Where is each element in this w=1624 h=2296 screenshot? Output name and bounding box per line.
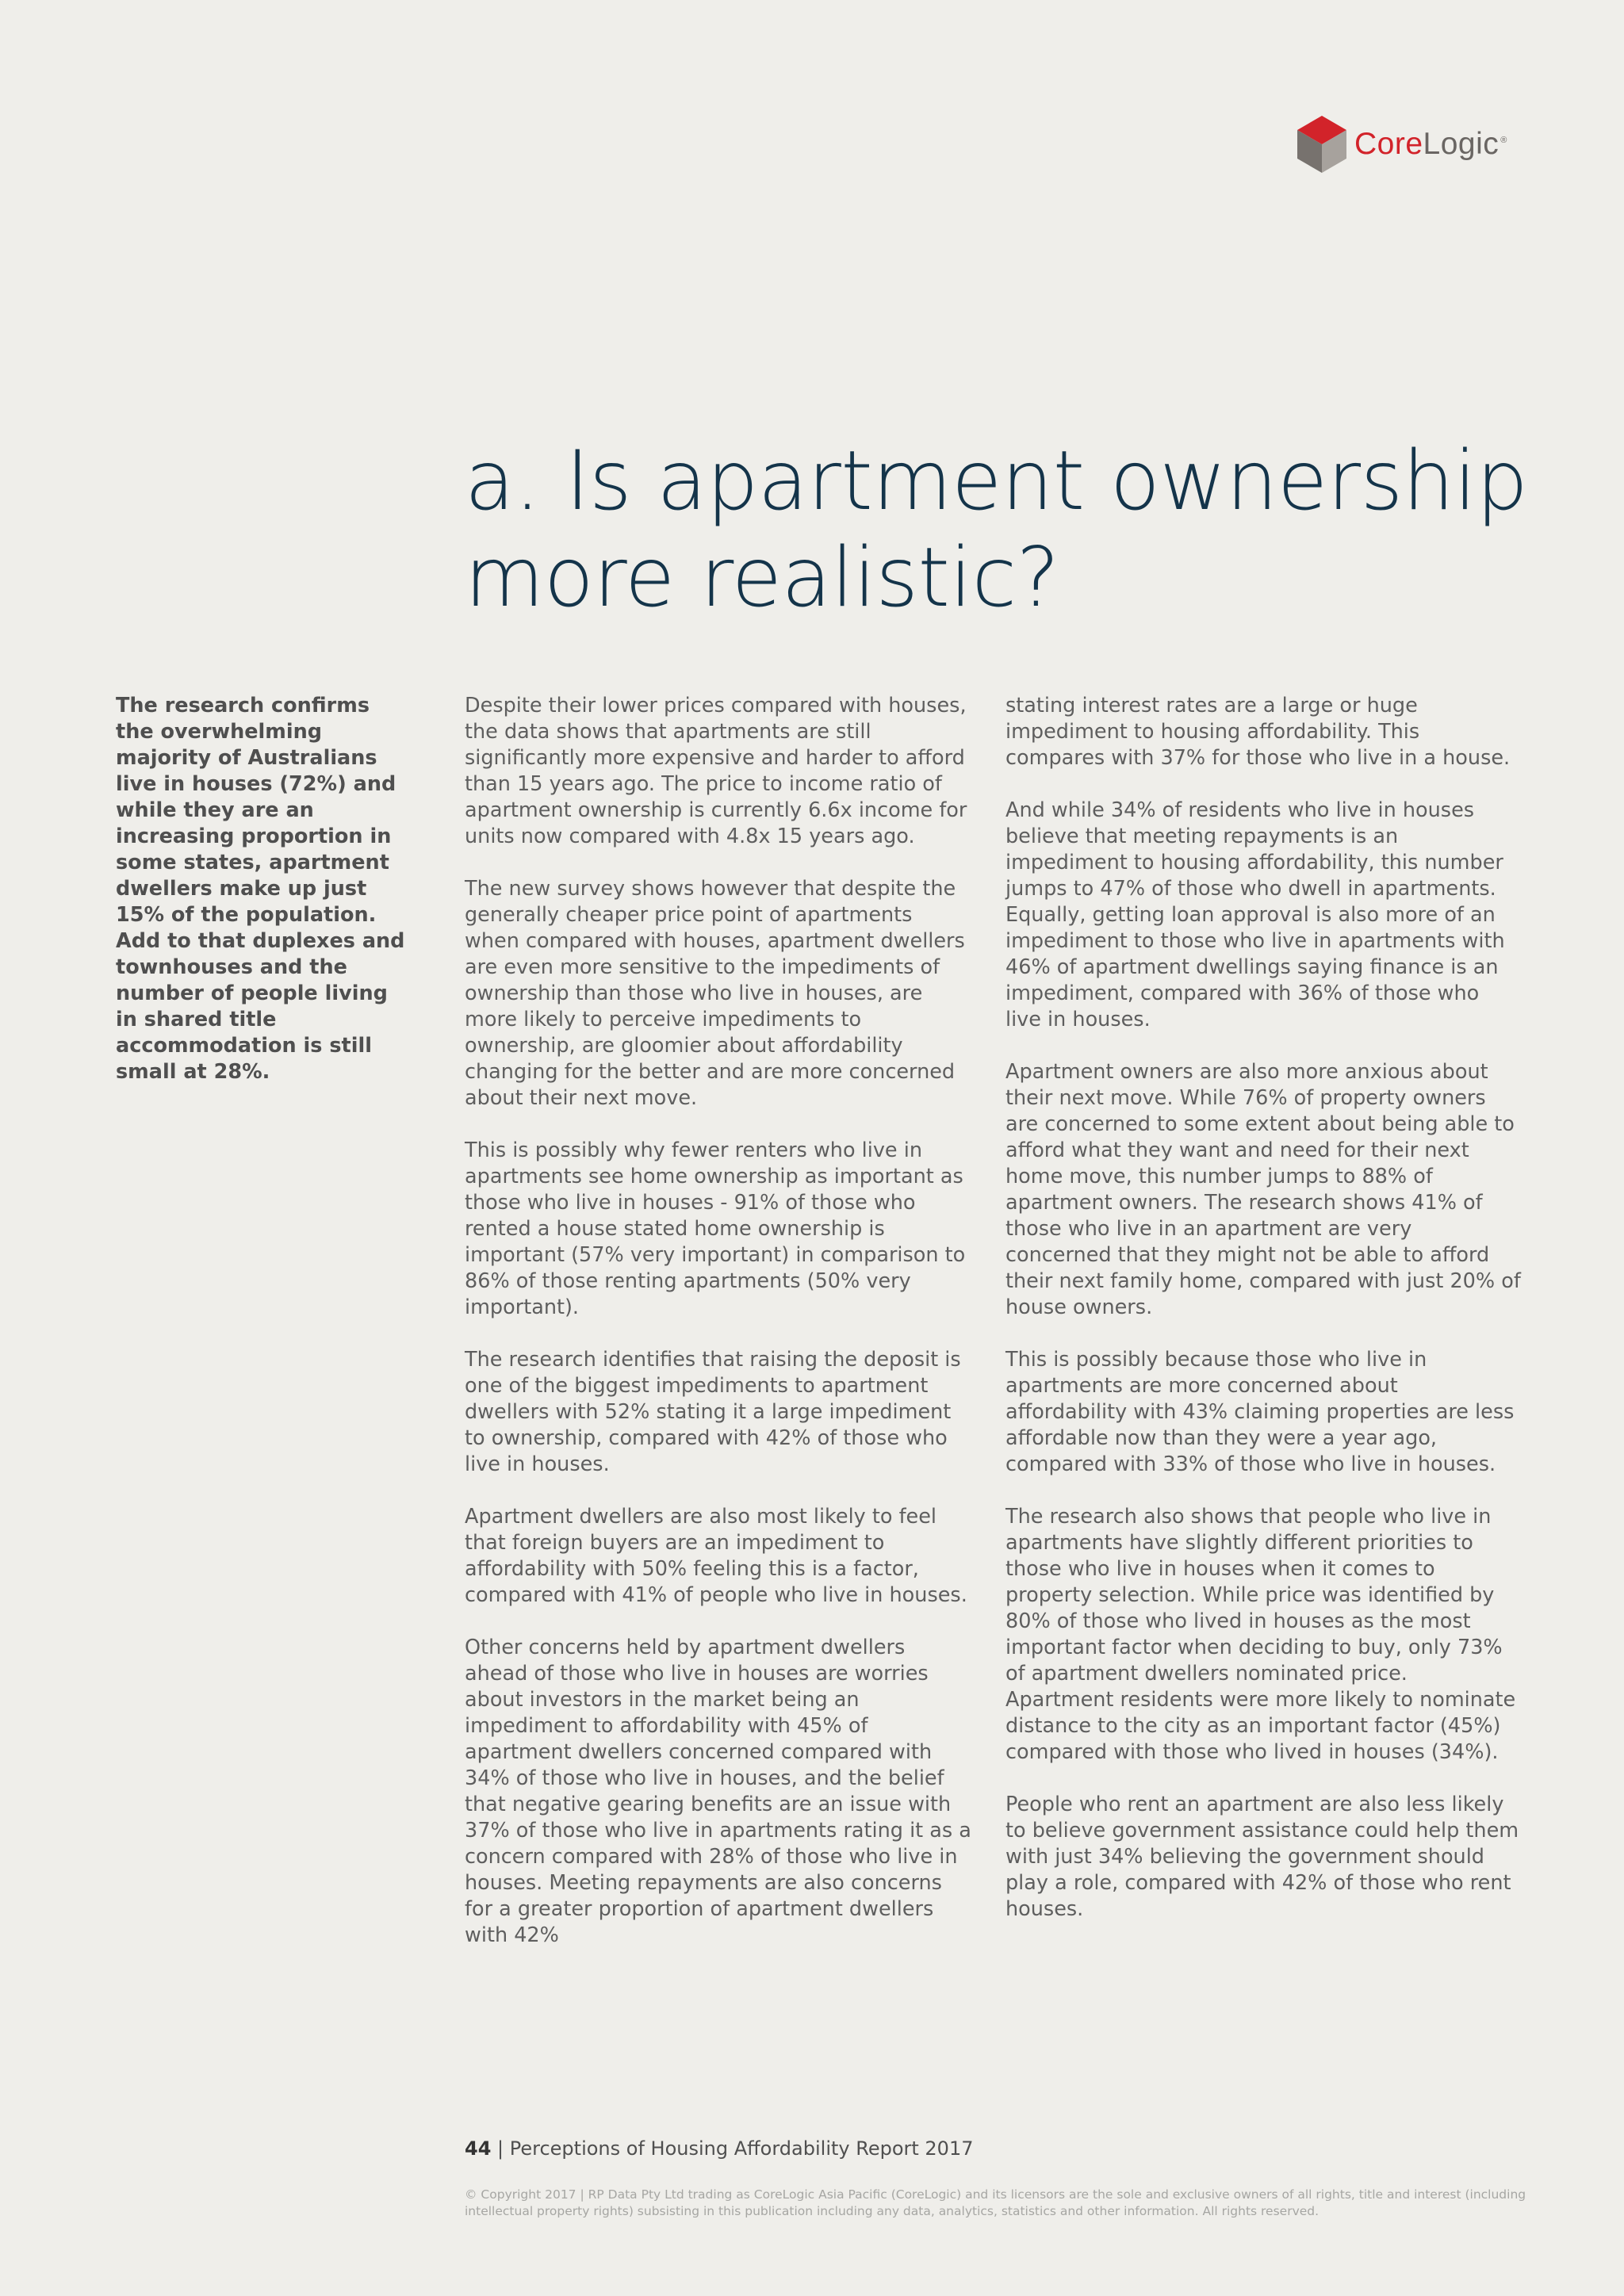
paragraph: People who rent an apartment are also less likely to believe government assistance could help them with just 34% believing the government should play a role, compared with 42% of those who rent houses.: [1005, 1793, 1519, 1921]
logo-trademark: ®: [1500, 136, 1507, 145]
paragraph: The research identifies that raising the deposit is one of the biggest impediments to apartment dwellers with 52% stating it a large impediment to ownership, compared with 42% of those who live in houses.: [465, 1348, 961, 1476]
page-number: 44: [465, 2137, 492, 2160]
logo-core-text: Core: [1354, 127, 1423, 161]
logo-logic-text: Logic: [1423, 127, 1500, 161]
page-title: a. Is apartment ownership more realistic?: [465, 434, 1528, 626]
report-title: Perceptions of Housing Affordability Report 2017: [509, 2137, 974, 2160]
paragraph: Other concerns held by apartment dwellers ahead of those who live in houses are worries about investors in the market being an impediment to affordability with 45% of apartment dwellers concerned compared with 34% of those who live in houses, and the belief that negative gearing benefits are an issue with 37% of those who live in apartments rating it as a concern compared with 28% of those who live in houses. Meeting repayments are also concerns for a greater proportion of apartment dwellers with 42%: [465, 1636, 971, 1947]
paragraph: Despite their lower prices compared with houses, the data shows that apartments are still significantly more expensive and harder to afford than 15 years ago. The price to income ratio of apartment ownership is currently 6.6x income for units now compared with 4.8x 15 years ago.: [465, 694, 967, 848]
logo-wordmark: [1354, 127, 1507, 162]
corelogic-logo: [1297, 116, 1507, 173]
paragraph: The research also shows that people who live in apartments have slightly different priorities to those who live in houses when it comes to property selection. While price was identified by 80% of those who lived in houses as the most important factor when deciding to buy, only 73% of apartment dwellers nominated price. Apartment residents were more likely to nominate distance to the city as an important factor (45%) compared with those who lived in houses (34%).: [1005, 1505, 1516, 1764]
paragraph: And while 34% of residents who live in houses believe that meeting repayments is an impediment to housing affordability, this number jumps to 47% of those who dwell in apartments. Equally, getting loan approval is also more of an impediment to those who live in apartments with 46% of apartment dwellings saying finance is an impediment, compared with 36% of those who live in houses.: [1005, 798, 1505, 1031]
body-column-right: [1005, 693, 1521, 1949]
paragraph: This is possibly because those who live in apartments are more concerned about affordability with 43% claiming properties are less affordable now than they were a year ago, compared with 33% of those who live in houses.: [1005, 1348, 1515, 1476]
sidebar-summary: The research confirms the overwhelming majority of Australians live in houses (72%) and while they are an increasing proportion in some states, apartment dwellers make up just 15% of the population. Add to that duplexes and townhouses and the number of people living in shared title accommodation is still small at 28%.: [116, 694, 405, 1084]
paragraph: Apartment owners are also more anxious about their next move. While 76% of property owners are concerned to some extent about being able to afford what they want and need for their next home move, this number jumps to 88% of apartment owners. The research shows 41% of those who live in an apartment are very concerned that they might not be able to afford their next family home, compared with just 20% of house owners.: [1005, 1060, 1521, 1319]
body-column-left: [465, 693, 972, 1975]
paragraph: Apartment dwellers are also most likely to feel that foreign buyers are an impediment to affordability with 50% feeling this is a factor, compared with 41% of people who live in houses.: [465, 1505, 967, 1607]
footer-separator: |: [491, 2137, 510, 2160]
page-footer: [465, 2137, 974, 2160]
paragraph: This is possibly why fewer renters who live in apartments see home ownership as important as those who live in houses - 91% of those who rented a house stated home ownership is important (57% very important) in comparison to 86% of those renting apartments (50% very important).: [465, 1138, 966, 1319]
corelogic-cube-icon: [1297, 116, 1346, 173]
copyright-notice: © Copyright 2017 | RP Data Pty Ltd trading as CoreLogic Asia Pacific (CoreLogic) and its licensors are the sole and exclusive owners of all rights, title and interest (including intellectual property rights) subsisting in this publication including any data, analytics, statistics and other information. All rights reserved.: [465, 2187, 1526, 2218]
paragraph: The new survey shows however that despite the generally cheaper price point of apartments when compared with houses, apartment dwellers are even more sensitive to the impediments of ownership than those who live in houses, are more likely to perceive impediments to ownership, are gloomier about affordability changing for the better and are more concerned about their next move.: [465, 877, 965, 1110]
paragraph: stating interest rates are a large or huge impediment to housing affordability. This compares with 37% for those who live in a house.: [1005, 694, 1511, 770]
